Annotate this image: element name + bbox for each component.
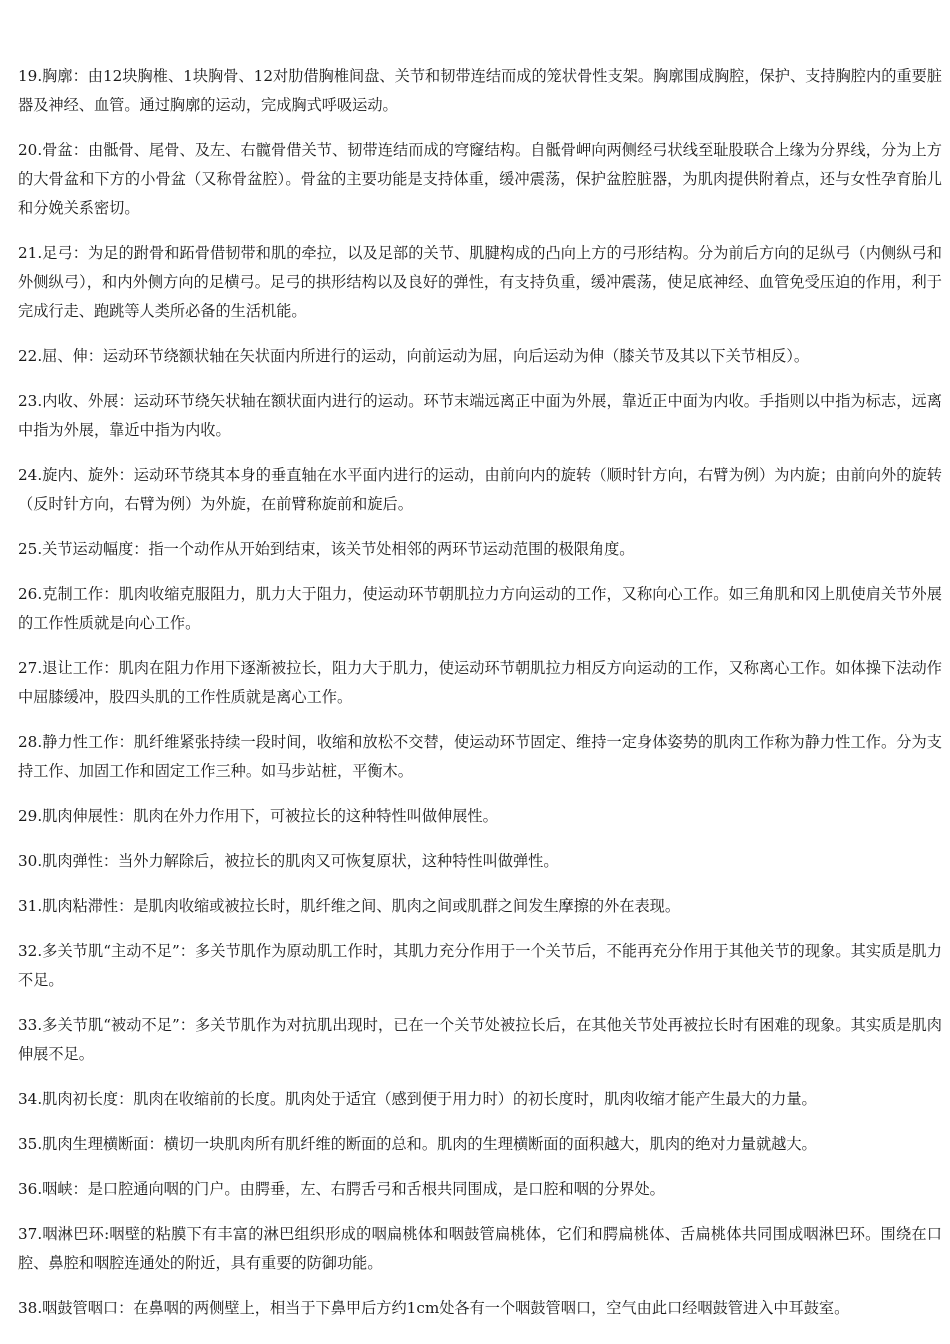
term-entry-30: 30.肌肉弹性：当外力解除后，被拉长的肌肉又可恢复原状，这种特性叫做弹性。	[18, 852, 559, 870]
term-entry-29: 29.肌肉伸展性：肌肉在外力作用下，可被拉长的这种特性叫做伸展性。	[18, 807, 498, 825]
term-entry-28: 28.静力性工作：肌纤维紧张持续一段时间，收缩和放松不交替，使运动环节固定、维持一定身体姿势的肌肉工作称为静力性工作。分为支持工作、加固工作和固定工作三种。如马步站桩，平衡木。	[18, 733, 942, 780]
term-entry-20: 20.骨盆：由骶骨、尾骨、及左、右髋骨借关节、韧带连结而成的穹窿结构。自骶骨岬向两侧经弓状线至耻股联合上缘为分界线，分为上方的大骨盆和下方的小骨盆（又称骨盆腔）。骨盆的主要功能是支持体重，缓冲震荡，保护盆腔脏器，为肌肉提供附着点，还与女性孕育胎儿和分娩关系密切。	[18, 141, 942, 217]
term-entry-24: 24.旋内、旋外：运动环节绕其本身的垂直轴在水平面内进行的运动，由前向内的旋转（顺时针方向，右臂为例）为内旋；由前向外的旋转（反时针方向，右臂为例）为外旋，在前臂称旋前和旋后。	[18, 466, 942, 513]
term-entry-21: 21.足弓：为足的跗骨和跖骨借韧带和肌的牵拉，以及足部的关节、肌腱构成的凸向上方的弓形结构。分为前后方向的足纵弓（内侧纵弓和外侧纵弓），和内外侧方向的足横弓。足弓的拱形结构以及良好的弹性，有支持负重，缓冲震荡，使足底神经、血管免受压迫的作用，利于完成行走、跑跳等人类所必备的生活机能。	[18, 244, 942, 320]
term-entry-34: 34.肌肉初长度：肌肉在收缩前的长度。肌肉处于适宜（感到便于用力时）的初长度时，肌肉收缩才能产生最大的力量。	[18, 1090, 817, 1108]
term-entry-36: 36.咽峡：是口腔通向咽的门户。由腭垂，左、右腭舌弓和舌根共同围成，是口腔和咽的分界处。	[18, 1180, 665, 1198]
term-entry-37: 37.咽淋巴环:咽壁的粘膜下有丰富的淋巴组织形成的咽扁桃体和咽鼓管扁桃体，它们和腭扁桃体、舌扁桃体共同围成咽淋巴环。围绕在口腔、鼻腔和咽腔连通处的附近，具有重要的防御功能。	[18, 1225, 942, 1272]
term-entry-33: 33.多关节肌“被动不足”：多关节肌作为对抗肌出现时，已在一个关节处被拉长后，在其他关节处再被拉长时有困难的现象。其实质是肌肉伸展不足。	[18, 1016, 942, 1063]
term-entry-35: 35.肌肉生理横断面：横切一块肌肉所有肌纤维的断面的总和。肌肉的生理横断面的面积越大，肌肉的绝对力量就越大。	[18, 1135, 817, 1153]
term-entry-26: 26.克制工作：肌肉收缩克服阻力，肌力大于阻力，使运动环节朝肌拉力方向运动的工作，又称向心工作。如三角肌和冈上肌使肩关节外展的工作性质就是向心工作。	[18, 585, 942, 632]
term-entry-23: 23.内收、外展：运动环节绕矢状轴在额状面内进行的运动。环节末端远离正中面为外展，靠近正中面为内收。手指则以中指为标志，远离中指为外展，靠近中指为内收。	[18, 392, 942, 439]
document-page	[18, 62, 942, 1339]
term-entry-25: 25.关节运动幅度：指一个动作从开始到结束，该关节处相邻的两环节运动范围的极限角度。	[18, 540, 635, 558]
term-entry-19: 19.胸廓：由12块胸椎、1块胸骨、12对肋借胸椎间盘、关节和韧带连结而成的笼状骨性支架。胸廓围成胸腔，保护、支持胸腔内的重要脏器及神经、血管。通过胸廓的运动，完成胸式呼吸运动。	[18, 67, 942, 114]
term-entry-32: 32.多关节肌“主动不足”：多关节肌作为原动肌工作时，其肌力充分作用于一个关节后，不能再充分作用于其他关节的现象。其实质是肌力不足。	[18, 942, 942, 989]
term-entry-27: 27.退让工作：肌肉在阻力作用下逐渐被拉长，阻力大于肌力，使运动环节朝肌拉力相反方向运动的工作，又称离心工作。如体操下法动作中屈膝缓冲，股四头肌的工作性质就是离心工作。	[18, 659, 942, 706]
term-entry-22: 22.屈、伸：运动环节绕额状轴在矢状面内所进行的运动，向前运动为屈，向后运动为伸（膝关节及其以下关节相反）。	[18, 347, 810, 365]
term-entry-31: 31.肌肉粘滞性：是肌肉收缩或被拉长时，肌纤维之间、肌肉之间或肌群之间发生摩擦的外在表现。	[18, 897, 681, 915]
term-entry-38: 38.咽鼓管咽口：在鼻咽的两侧壁上，相当于下鼻甲后方约1cm处各有一个咽鼓管咽口，空气由此口经咽鼓管进入中耳鼓室。	[18, 1299, 850, 1317]
